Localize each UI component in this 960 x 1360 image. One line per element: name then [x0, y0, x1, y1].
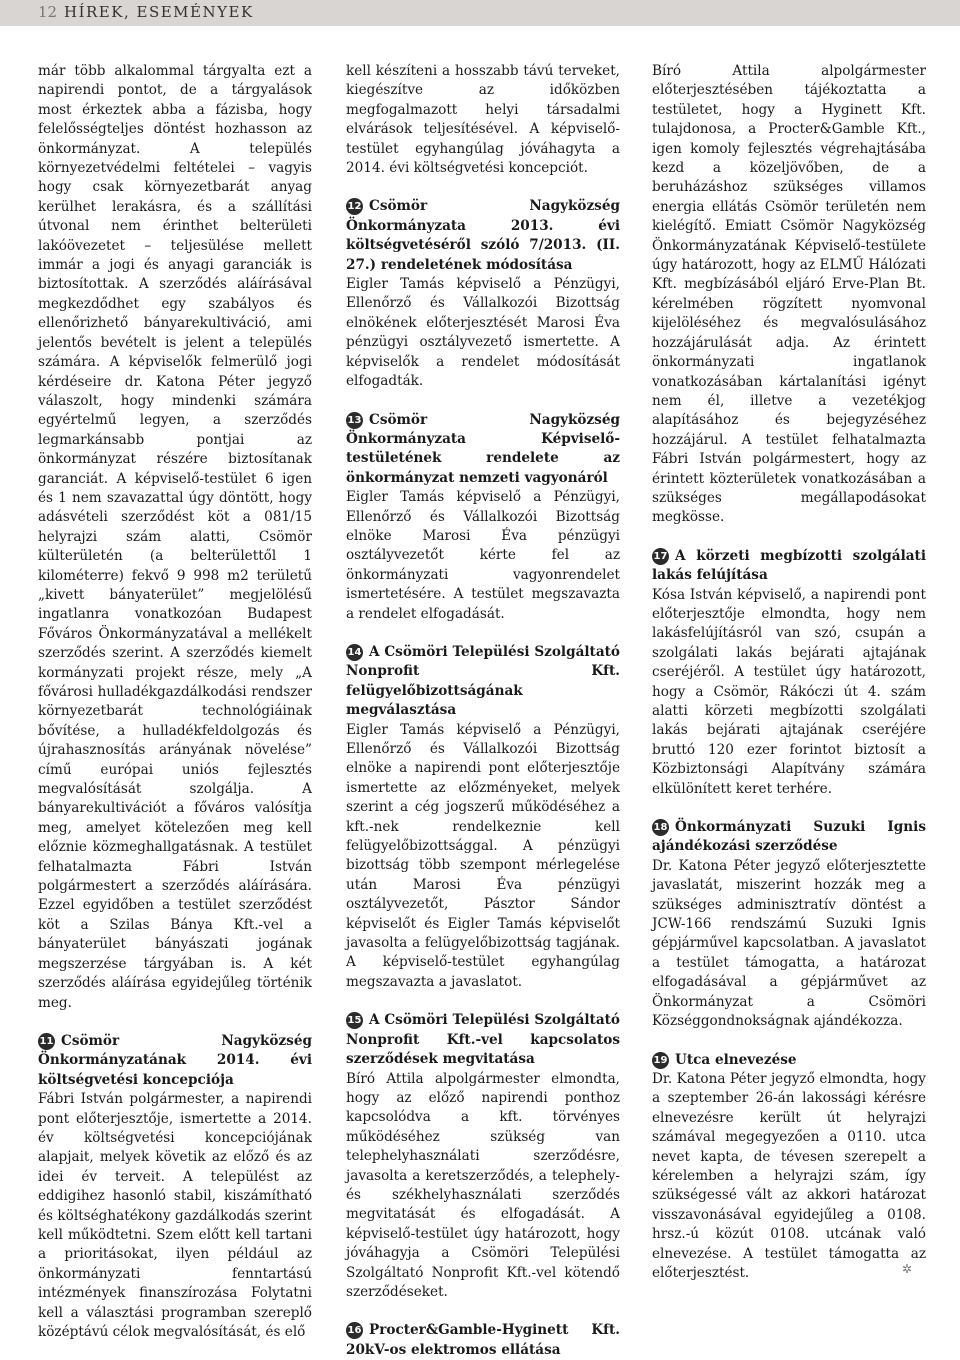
section-13: [346, 411, 620, 624]
section-number-badge: 18: [652, 819, 669, 836]
section-18: [652, 818, 926, 1031]
heading-text: Csömör Nagyközség Önkormányzatának 2014. évi költségvetési koncepciója: [38, 1032, 312, 1088]
section-15: [346, 1011, 620, 1302]
section-number-badge: 13: [346, 412, 363, 429]
heading-text: A Csömöri Települési Szolgáltató Nonprofit Kft. felügyelőbizottságának megválasztása: [346, 643, 620, 719]
section-number-badge: 12: [346, 198, 363, 215]
section-17: [652, 547, 926, 799]
section-16: [346, 1321, 620, 1360]
section-body: Dr. Katona Péter jegyző elmondta, hogy a szeptember 26-án lakossági kérésre elnevezésre került út helyrajzi számával megegyezően a 0110. utca nevet kapta, de tévesen szerepelt a kérelemben a helyrajzi szám, így szükségessé vált az akkori határozat visszavonásával egyidejűleg a 0108. hrsz.-ú közút 0108. utcának való elnevezése. A testület támogatta az előterjesztést.: [652, 1070, 926, 1281]
section-heading: [346, 1011, 620, 1069]
section-heading: [346, 643, 620, 721]
heading-text: Csömör Nagyközség Önkormányzata 2013. évi költségvetéséről szóló 7/2013. (II. 27.) rendeletének módosítása: [346, 198, 620, 273]
section-heading: [346, 1321, 620, 1360]
section-body: Eigler Tamás képviselő a Pénzügyi, Ellenőrző és Vállalkozói Bizottság elnöke a napirendi pont előterjesztője ismertette az előzményeket, melyek szerint a cég jogszerű működéséhez a kft.-nek rendelkeznie kell felügyelőbizottsággal. A pénzügyi bizottság több szempont mérlegelése után Marosi Éva pénzügyi osztályvezetőt, Pásztor Sándor képviselőt és Eigler Tamás képviselőt javasolta a felügyelőbizottság tagjának. A képviselő-testület egyhangúlag megszavazta a javaslatot.: [346, 721, 620, 990]
section-19: [652, 1051, 926, 1284]
section-heading: [346, 411, 620, 489]
section-body: Eigler Tamás képviselő a Pénzügyi, Ellenőrző és Vállalkozói Bizottság elnökének előterjesztését Marosi Éva pénzügyi osztályvezető ismertette. A képviselők a rendelet módosítását elfogadták.: [346, 276, 620, 390]
heading-text: A körzeti megbízotti szolgálati lakás felújítása: [652, 547, 926, 584]
section-heading: [38, 1032, 312, 1090]
article-text: már több alkalommal tárgyalta ezt a napirendi pontot, de a tárgyalások most érkeztek abba a fázisba, hogy felelősségteljes döntést hozhasson az önkormányzat. A település környezetvédelmi feltételei – vagyis hogy csak környezetbarát anyag kerülhet lerakásra, és a szállítási útvonal nem érinthet belterületi lakóövezetet – teljesülése mellett immár a jogi és anyagi garanciák is biztosítottak. A szerződés aláírásával megkezdődhet egy szabályos és ellenőrizhető bányarekultiváció, ami jelentős bevételt is jelent a település számára. A képviselők felmerülő jogi kérdéseire dr. Katona Péter jegyző válaszolt, hogy mindenki számára egyértelmű legyen, a szerződés legmarkánsabb pontjai az önkormányzat részére biztosítanak garanciát. A képviselő-testület 6 igen és 1 nem szavazattal úgy döntött, hogy adásvételi szerződést köt a 081/15 helyrajzi szám alatti, Csömör külterületén (a belterülettől 1 kilométerre) fekvő 9 998 m2 területű „kivett bányaterület” megjelölésű ingatlanra vonatkozóan Budapest Főváros Önkormányzatával a mellékelt szerződés szerint. A szerződés kiemelt kormányzati projekt része, mely „A fővárosi hulladékgazdálkodási rendszer környezetbarát technológiáinak bővítése, a hulladékfeldolgozás és újrahasznosítás arányának növelése” című európai uniós fejlesztés megvalósítását szolgálja. A bányarekultivációt a főváros valósítja meg, amelyet kötelezően meg kell előznie közmeghallgatásnak. A testület felhatalmazta Fábri István polgármestert a szerződés aláírására. Ezzel egyidőben a testület szerződést köt a Szilas Bánya Kft.-vel a bányaterület bányászati jogának megszerzése tárgyában is. A két szerződés aláírása egyidejűleg történik meg.: [38, 63, 312, 1011]
article-text: kell készíteni a hosszabb távú terveket, kiegészítve az időközben megfogalmazott helyi társadalmi elvárások teljesítésével. A képviselő-testület egyhangúlag jóváhagyta a 2014. évi költségvetési koncepciót.: [346, 63, 620, 177]
column-1: [38, 62, 312, 1342]
section-number-badge: 16: [346, 1322, 363, 1339]
section-14: [346, 643, 620, 992]
section-number-badge: 19: [652, 1052, 669, 1069]
page-header: [0, 0, 960, 26]
heading-text: Utca elnevezése: [675, 1051, 797, 1068]
section-body: Bíró Attila alpolgármester elmondta, hogy az előző napirendi ponthoz kapcsolódva a kft. törvényes működéséhez szükség van telephelyhasználati szerződésre, javasolta a keretszerződés, a telephely- és székhelyhasználati szerződés megvitatását és elfogadását. A képviselő-testület úgy határozott, hogy jóváhagyja a Csömöri Települési Szolgáltató Nonprofit Kft.-vel kötendő szerződéseket.: [346, 1070, 620, 1300]
section-body: Eigler Tamás képviselő a Pénzügyi, Ellenőrző és Vállalkozói Bizottság elnöke Marosi Éva pénzügyi osztályvezetőt kérte fel az önkormányzati vagyonrendelet ismertetésére. A testület megszavazta a rendelet elfogadását.: [346, 489, 620, 622]
section-title: HÍREK, ESEMÉNYEK: [64, 3, 254, 21]
section-heading: [346, 197, 620, 275]
section-number-badge: 15: [346, 1012, 363, 1029]
heading-text: A Csömöri Települési Szolgáltató Nonprofit Kft.-vel kapcsolatos szerződések megvitatása: [346, 1012, 620, 1068]
section-number-badge: 11: [38, 1033, 55, 1050]
heading-text: Csömör Nagyközség Önkormányzata Képviselő-testületének rendelete az önkormányzat nemzeti vagyonáról: [346, 411, 620, 486]
section-heading: [652, 1051, 926, 1070]
section-heading: [652, 547, 926, 586]
section-body: Kósa István képviselő, a napirendi pont előterjesztője elmondta, hogy nem lakásfelújításról van szó, csupán a szolgálati lakás bejárati ajtajának cseréjéről. A testület úgy határozott, hogy a Csömör, Rákóczi út 4. szám alatti körzeti megbízotti szolgálati lakás bejárati ajtajának cseréjére bruttó 120 ezer forintot biztosít a Közbiztonsági Alapítvány számára elkülönített keret terhére.: [652, 586, 926, 797]
section-number-badge: 14: [346, 644, 363, 661]
section-heading: [652, 818, 926, 857]
column-2: [346, 62, 620, 1360]
article-text: Bíró Attila alpolgármester előterjesztésében tájékoztatta a testületet, hogy a Hyginett Kft. tulajdonosa, a Procter&Gamble Kft., igen komoly fejlesztés végrehajtásába kezd a közeljövőben, de a beruházáshoz szükséges villamos energia ellátás Csömör területén nem kielégítő. Emiatt Csömör Nagyközség Önkormányzatának Képviselő-testülete úgy határozott, hogy az ELMŰ Hálózati Kft. megbízásából eljáró Erve-Plan Bt. kérelmében rögzített nyomvonal kijelöléséhez és megvalósulásához hozzájárulását adja. Az érintett önkormányzati ingatlanok vonatkozásában kártalanítási igényt nem él, illetve a vezetékjog alapításához és bejegyzéséhez hozzájárul. A testület felhatalmazta Fábri István polgármestert, hogy az érintett közterületek vonatkozásában a szükséges megállapodásokat megkösse.: [652, 63, 926, 526]
page-number: 12: [38, 3, 58, 21]
heading-text: Procter&Gamble-Hyginett Kft. 20kV-os elektromos ellátása: [346, 1322, 620, 1358]
section-body: Dr. Katona Péter jegyző előterjesztette javaslatát, miszerint hozzák meg a szükséges adminisztratív döntést a JCW-166 rendszámú Suzuki Ignis gépjárművel kapcsolatban. A javaslatot a testület támogatta, a határozat elfogadásával a gépjárművet az Önkormányzat a Csömöri Községgondnokságnak ajándékozza.: [652, 857, 926, 1030]
column-3: [652, 62, 926, 1283]
end-of-article-icon: ✲: [902, 1262, 913, 1276]
section-12: [346, 197, 620, 391]
section-11: [38, 1032, 312, 1343]
heading-text: Önkormányzati Suzuki Ignis ajándékozási szerződése: [652, 819, 926, 855]
section-number-badge: 17: [652, 548, 669, 565]
section-body: Fábri István polgármester, a napirendi pont előterjesztője, ismertette a 2014. év költségvetési koncepciójának alapjait, melyek követik az előző és az idei év terveit. A települést az eddigihez hasonló stabil, kiszámítható és költséghatékony gazdálkodás szerint kell működtetni. Szem előtt kell tartani a prioritásokat, ilyen például az önkormányzati fenntartású intézmények finanszírozása Folytatni kell a választási programban szereplő középtávú célok megvalósítását, és elő: [38, 1091, 312, 1340]
